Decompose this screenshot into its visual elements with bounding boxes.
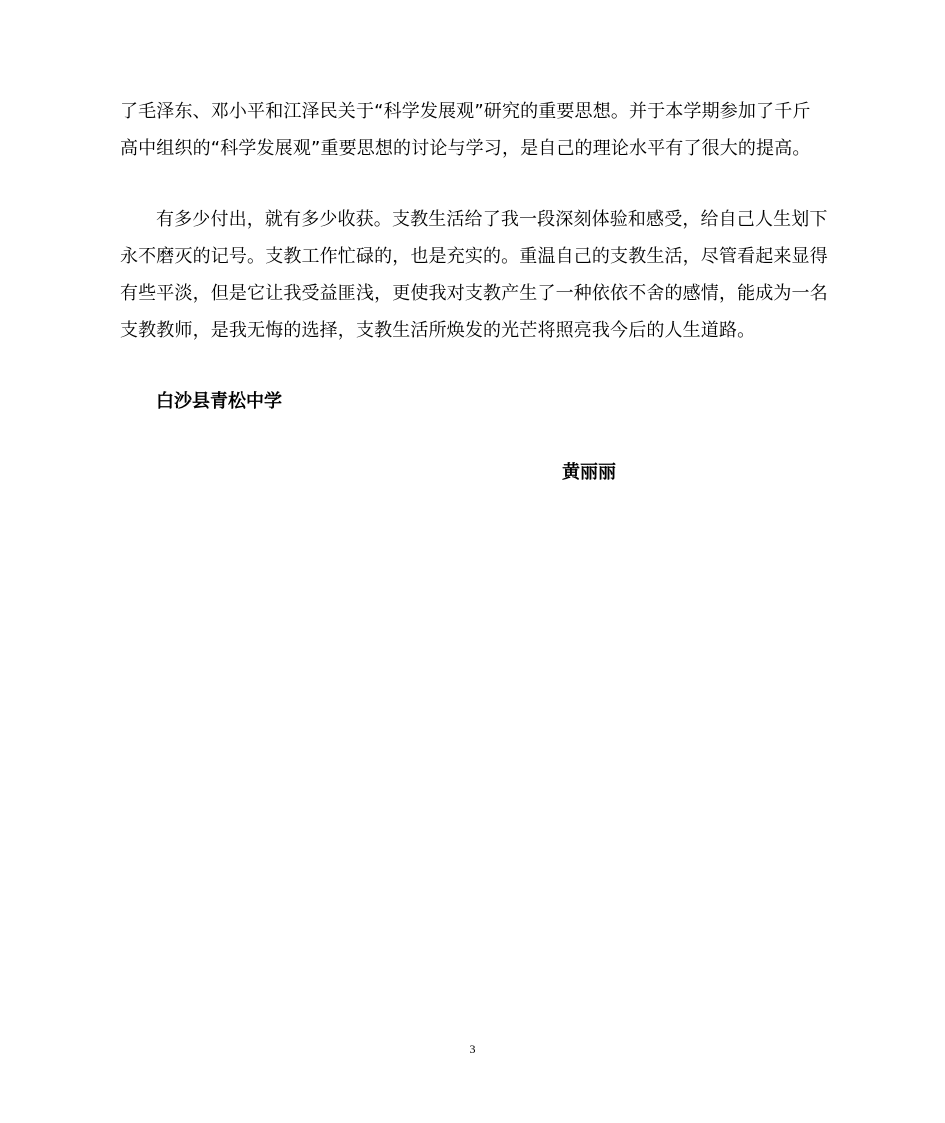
paragraph-2-line-1: 有多少付出，就有多少收获。支教生活给了我一段深刻体验和感受，给自己人生划下 (156, 209, 828, 230)
paragraph-2-line-2: 永不磨灭的记号。支教工作忙碌的，也是充实的。重温自己的支教生活，尽管看起来显得 (120, 246, 828, 267)
page-number: 3 (469, 1042, 476, 1056)
paragraph-2-line-3: 有些平淡，但是它让我受益匪浅，更使我对支教产生了一种依依不舍的感情，能成为一名 (120, 283, 828, 304)
paragraph-2-line-4: 支教教师，是我无悔的选择，支教生活所焕发的光芒将照亮我今后的人生道路。 (120, 320, 756, 341)
author-name: 黄丽丽 (562, 462, 616, 483)
paragraph-1-line-1: 了毛泽东、邓小平和江泽民关于“科学发展观”研究的重要思想。并于本学期参加了千斤 (120, 101, 811, 122)
school-name: 白沙县青松中学 (156, 391, 282, 412)
paragraph-1-line-2: 高中组织的“科学发展观”重要思想的讨论与学习，是自己的理论水平有了很大的提高。 (120, 138, 811, 159)
